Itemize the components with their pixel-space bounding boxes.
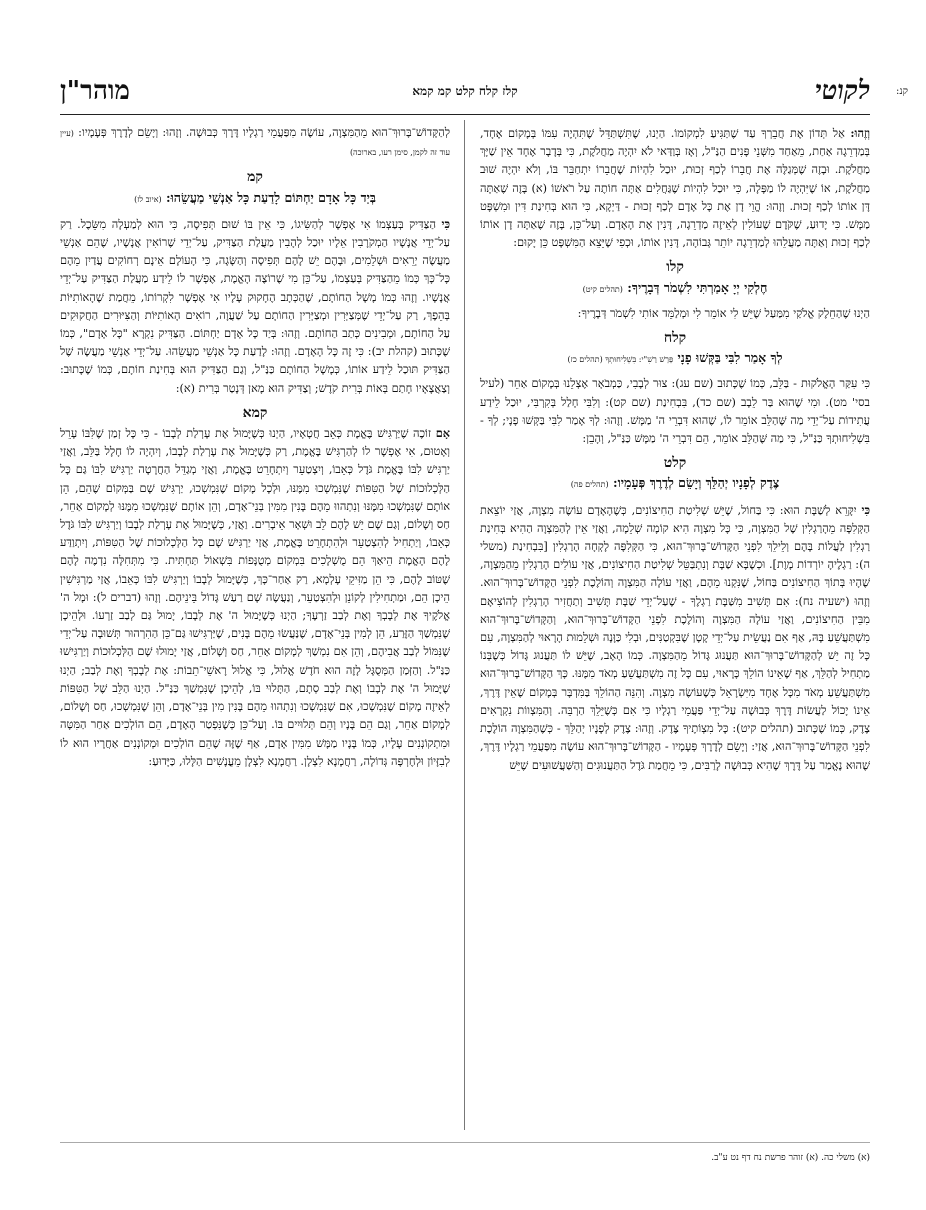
sections-range: קלז קלח קלט קמ קמא: [412, 84, 518, 98]
section-141-text: אָם זוֹכֶה שֶׁיַּרְגִּישׁ בֶּאֱמֶת כְּאֵב חֲטָאָיו, הַיְנוּ כְּשֶׁיָּמוּל אֶת עָרְלַת לְבָבוֹ - כִּי כָּל זְמַן שֶׁלִּבּוֹ עָרֵל וְאָטוּם, אִי אֶפְשָׁר לוֹ לְהַרְגִּישׁ בֶּאֱמֶת, רַק כְּשֶׁיָּמוּל אֶת עָרְלַת לְבָבוֹ, וְיִהְיֶה לוֹ חָלָל בַּלֵּב, וַאֲזַי יַרְגִּישׁ לִבּוֹ בֶּאֱמֶת גֹּדֶל כְּאֵבוֹ, וְיִצְטַעֵר וְיִתְחָרֵט בֶּאֱמֶת, וַאֲזַי מְגַדֵּל הַחֲרָטָה יַרְגִּישׁ לִבּוֹ גַּם כָּל הַלְּכְלוּכוֹת שֶׁל הַטִּפּוֹת שֶׁנִּמְשְׁכוּ מִמֶּנּוּ, וּלְכָל מָקוֹם שֶׁנִּמְשְׁכוּ, יַרְגִּישׁ שָׁם בַּמְּקוֹם שֶׁהֵם, הֵן אוֹתָם שֶׁנִּמְשְׁכוּ מִמֶּנּוּ וְנִתְהווּ מֵהֶם בָּנִין מִמִּין בְּנֵי־אָדָם, וְהֵן אוֹתָם שֶׁנִּמְשְׁכוּ מִמֶּנּוּ לְמָקוֹם אַחֵר, חַס וְשָׁלוֹם, וְגַם שָׁם יֵשׁ לָהֶם לֵב וּשְׁאָר אֵיבָרִים. וַאֲזַי, כְּשֶׁיָּמוּל אֶת עָרְלַת לְבָבוֹ וְיַרְגִּישׁ לִבּוֹ גֹּדֶל כְּאֵבוֹ, וְיַתְחִיל לְהִצְטַעֵר וּלְהִתְחָרֵט בֶּאֱמֶת, אֲזַי יַרְגִּישׁ שָׁם כָּל הַלְּכְלוּכוֹת שֶׁל הַטִּפּוֹת, וְיִתְוַדַּע לָהֶם הָאֱמֶת הֵיאַךְ הֵם מֻשְׁלָכִים בִּמְקוֹם מְטֻנָּפוֹת בִּשְׁאוֹל תַּחְתִּית. כִּי מִתְּחִלָּה נִדְמֶה לָהֶם שֶׁטּוֹב לָהֶם, כִּי הֵן מַזִּיקֵי עָלְמָא, רַק אַחַר־כָּךְ, כְּשֶׁיָּמוּל לְבָבוֹ וְיַרְגִּישׁ לִבּוֹ כְּאֵבוֹ, אֲזַי מַרְגִּישִׁין הֵיכָן הֵם, וּמַתְחִילִין לְקוֹנֵן וּלְהִצְטַעֵר, וְנַעֲשֶׂה שָׁם רַעַשׁ גָּדוֹל בֵּינֵיהֶם. וְזֶהוּ (דברים ל): וּמָל ה' אֱלֹקֶיךָ אֶת לְבָבְךָ וְאֶת לְבַב זַרְעֶךָ; הַיְנוּ כְּשֶׁיָּמוּל ה' אֶת לְבָבוֹ, יָמוּל גַּם לְבַב זַרְעוֹ. וּלְהֵיכָן שֶׁנִּמְשַׁךְ הַזֶּרַע, הֵן לְמִין בְּנֵי־אָדָם, שֶׁנַּעֲשׂוּ מֵהֶם בָּנִים, שֶׁיַּרְגִּישׁוּ גַּם־כֵּן הַהִרְהוּר תְּשׁוּבָה עַל־יְדֵי שֶׁנִּמּוֹל לְבַב אֲבִיהֶם, וְהֵן אִם נִמְשַׁךְ לְמָקוֹם אַחֵר, חַס וְשָׁלוֹם, אֲזַי יָמוּלוּ שָׁם הַלְּכְלוּכוֹת וְיַרְגִּישׁוּ כַּנַּ"ל. וְהַזְּמַן הַמְּסֻגָּל לָזֶה הוּא חֹדֶשׁ אֱלוּל, כִּי אֱלוּל רָאשֵׁי־תֵבוֹת: אֶת לְבָבְךָ וְאֶת לְבַב; הַיְנוּ שֶׁיָּמוּל ה' אֶת לְבָבוֹ וְאֶת לְבַב סְתָם, הַתָּלוּי בּוֹ, לְהֵיכָן שֶׁנִּמְשַׁךְ כַּנַּ"ל. הַיְנוּ הַלֵּב שֶׁל הַטִּפּוֹת לְאֵיזֶה מָקוֹם שֶׁנִּמְשְׁכוּ, אִם שֶׁנִּמְשְׁכוּ וְנִתְהווּ מֵהֶם בָּנִין מִין בְּנֵי־אָדָם, וְהֵן שֶׁנִּמְשְׁכוּ, חַס וְשָׁלוֹם, לְמָקוֹם אַחֵר, וְגַם הֵם בָּנָיו וְהֵם תְּלוּיִים בּוֹ. וְעַל־כֵּן כְּשֶׁנִּפְטַר הָאָדָם, הֵם הוֹלְכִים אַחַר הַמִּטָּה וּמִתְקוֹנְנִים עָלָיו, כְּמוֹ בָּנָיו מַמָּשׁ מִמִּין אָדָם, אַף שֶׁזֶּה שֶׁהֵם הוֹלְכִים וּמְקוֹנְנִים אַחֲרָיו הוּא לוֹ לְבִזָּיוֹן וּלְחֶרְפָּה גְּדוֹלָה, רַחֲמָנָא לִצְלָן. רַחֲמָנָא לִצְלָן מֵעֳנָשִׁים הַלָּלוּ, כַּיָּדוּעַ:: [60, 426, 450, 768]
footnote: (א) משלי כה. (א) זוהר פרשת נח דף נט ע"ב.: [711, 1153, 870, 1163]
right-column: [480, 124, 870, 779]
section-139-title: קלט: [663, 455, 687, 472]
book-title-left: מוהר"ן: [60, 76, 130, 106]
section-137-title: קלו: [666, 259, 684, 276]
section-138-text: כִּי עִקַּר הָאֱלֹקוּת - בַּלֵּב, כְּמוֹ שֶׁכָּתוּב (שם עג): צוּר לְבָבִי, כַּמְבֹאָר אֶצְלֵנוּ בְּמָקוֹם אַחֵר (לעיל בסי' מט). וּמִי שֶׁהוּא בַּר לֵבָב (שם כד), בִּבְחִינַת (שם קט): וְלִבִּי חָלַל בְּקִרְבִּי, יוּכַל לֵידַע עֲתִידוֹת עַל־יְדֵי מַה שֶּׁהַלֵּב אוֹמֵר לוֹ, שֶׁהוּא דִּבְרֵי ה' מַמָּשׁ. וְזֶהוּ: לְךָ אָמַר לִבִּי בַּקְּשׁוּ פָנָי; לְךָ - בִּשְׁלִיחוּתְךָ כַּנַּ"ל, כִּי מַה שֶּׁהַלֵּב אוֹמֵר, הֵם דִּבְרֵי ה' מַמָּשׁ כַּנַּ"ל, וְהָבֵן:: [480, 377, 870, 446]
section-138-verse: לְךָ אָמַר לִבִּי בַּקְּשׁוּ פָנָי פֵּרֵשׁ רַשִׁ"י: בִּשְׁלִיחוּתְךָ (תהלים כז): [567, 350, 783, 366]
header-rule: [60, 114, 870, 115]
column-divider: [464, 120, 465, 1130]
page-number: קנ:: [896, 86, 908, 97]
continuation-paragraph: לְהַקָּדוֹשׁ־בָּרוּךְ־הוּא מֵהַמִּצְוָה, עוֹשֶׂה מִפַּעֲמֵי רַגְלָיו דֶּרֶךְ כְּבוּשָׁה. וְזֶהוּ: וְיָשֵׂם לְדֶרֶךְ פְּעָמָיו: (עיין עוד זה לקמן, סימן רעו, בארוכה): [60, 126, 450, 158]
intro-paragraph: [480, 124, 870, 252]
book-title-right: לקוטי: [814, 76, 870, 106]
section-138-title: קלח: [663, 330, 687, 347]
footnote-rule: [60, 1142, 870, 1143]
intro-lead: וְזֶהוּ:: [850, 126, 870, 140]
page-header: [60, 72, 908, 112]
left-column: [60, 124, 450, 775]
page: [60, 72, 908, 1192]
section-137-text: הַיְנוּ שֶׁהַחֵלֶק אֱלֹקַי מִמַּעַל שֶׁיֵּשׁ לִי אוֹמֵר לִי וּמְלַמֵּד אוֹתִי לִשְׁמֹר דְּבָרֶיךָ:: [577, 306, 870, 320]
section-139-text: כִּי יִקָּרֵא לְשַׁבָּת הוּא: כִּי בַּחוֹל, שֶׁיֵּשׁ שְׁלִיטַת הַחִיצוֹנִים, כְּשֶׁהָאָדָם עוֹשֶׂה מִצְוָה, אֲזַי יוֹצֵאת הַקְּלִפָּה מֵהָרַגְלִין שֶׁל הַמִּצְוָה, כִּי כָּל מִצְוָה הִיא קוֹמָה שְׁלֵמָה, וַאֲזַי אֵין לְהַמִּצְוָה הַהִיא בְּחִינַת רַגְלִין לַעֲלוֹת בָּהֶם וְלֵילֵךְ לִפְנֵי הַקָּדוֹשׁ־בָּרוּךְ־הוּא, כִּי הַקְּלִפָּה לָקְחָה הָרַגְלִין [בִּבְחִינַת (משלי ה): רַגְלֶיהָ יוֹרְדוֹת מָוֶת]. וּכְשֶׁבָּא שַׁבָּת וְנִתְבַּטֵּל שְׁלִיטַת הַחִיצוֹנִים, אֲזַי עוֹלִים הָרַגְלִין מֵהַמִּצְוָה, שֶׁהָיוּ בְּתוֹךְ הַחִיצוֹנִים בַּחוֹל, שֶׁנִּקְנוּ מֵהֶם, וַאֲזַי עוֹלָה הַמִּצְוָה וְהוֹלֶכֶת לִפְנֵי הַקָּדוֹשׁ־בָּרוּךְ־הוּא. וְזֶהוּ (ישעיה נח): אִם תָּשִׁיב מִשַּׁבָּת רַגְלֶךָ - שֶׁעַל־יְדֵי שַׁבָּת תָּשִׁיב וְתַחֲזִיר הָרַגְלִין לְהוֹצִיאָם מִבֵּין הַחִיצוֹנִים, וַאֲזַי עוֹלָה הַמִּצְוָה וְהוֹלֶכֶת לִפְנֵי הַקָּדוֹשׁ־בָּרוּךְ־הוּא, וְהַקָּדוֹשׁ־בָּרוּךְ־הוּא מִשְׁתַּעֲשֵׁעַ בָּהּ, אַף אִם נַעֲשֵׂית עַל־יְדֵי קָטָן שֶׁבִּקְטַנִּים, וּבְלִי כַּוָּנָה וּשְׁלֵמוּת הָרָאוּי לְהַמִּצְוָה, עִם כָּל זֶה יֵשׁ לְהַקָּדוֹשׁ־בָּרוּךְ־הוּא תַּעֲנוּג גָּדוֹל מֵהַמִּצְוָה. כְּמוֹ הָאָב, שֶׁיֵּשׁ לוֹ תַּעֲנוּג גָּדוֹל כְּשֶׁבְּנוֹ מַתְחִיל לְהַלֵּךְ, אַף שֶׁאֵינוֹ הוֹלֵךְ כָּרָאוּי, עִם כָּל זֶה מִשְׁתַּעֲשֵׁעַ מְאֹד מִמֶּנּוּ. כָּךְ הַקָּדוֹשׁ־בָּרוּךְ־הוּא מִשְׁתַּעֲשֵׁעַ מְאֹד מִכָּל אֶחָד מִיִּשְׂרָאֵל כְּשֶׁעוֹשֶׂה מִצְוָה. וְהִנֵּה הַהוֹלֵךְ בַּמִּדְבָּר בְּמָקוֹם שֶׁאֵין דֶּרֶךְ, אֵינוֹ יָכוֹל לַעֲשׂוֹת דֶּרֶךְ כְּבוּשָׁה עַל־יְדֵי פַּעֲמֵי רַגְלָיו כִּי אִם כְּשֶׁיֵּלֵךְ הַרְבֵּה. וְהַמִּצְווֹת נִקְרָאִים צֶדֶק, כְּמוֹ שֶׁכָּתוּב (תהלים קיט): כָּל מִצְוֹתֶיךָ צֶּדֶק. וְזֶהוּ: צֶדֶק לְפָנָיו יְהַלֵּךְ - כְּשֶׁהַמִּצְוָה הוֹלֶכֶת לִפְנֵי הַקָּדוֹשׁ־בָּרוּךְ־הוּא, אֲזַי: וְיָשֵׂם לְדֶרֶךְ פְּעָמָיו - הַקָּדוֹשׁ־בָּרוּךְ־הוּא עוֹשֶׂה מִפַּעֲמֵי רַגְלָיו דֶּרֶךְ, שֶׁהוּא נֶאֱמַר עַל דֶּרֶךְ שֶׁהִיא כְּבוּשָׁה לָרַבִּים, כִּי מֵחֲמַת גֹּדֶל הַתַּעֲנוּגִים וְהַשַּׁעֲשׁוּעִים שֶׁיֵּשׁ: [480, 502, 871, 772]
section-140-verse: בְּיַד כָּל אָדָם יַחְתּוֹם לָדַעַת כָּל אַנְשֵׁי מַעֲשֵׂהוּ: (איוב לז): [134, 189, 376, 205]
section-141-title: קמא: [242, 404, 268, 421]
intro-text: אַל תְּדוֹן אֶת חֲבֵרְךָ עַד שֶׁתַּגִּיעַ לִמְקוֹמוֹ. הַיְנוּ, שֶׁתִּשְׁתַּדֵּל שֶׁתִּהְיֶה עִמּוֹ בְּמָקוֹם אֶחָד, בְּמַדְרֵגָה אַחַת, מֵאַחַד מִשְּׁנֵי פָּנִים הַנַּ"ל, וְאָז בְּוַדַּאי לֹא יִהְיֶה מַחֲלֹקֶת, כִּי בְּדָבָר אֶחָד אֵין שַׁיָּךְ מַחֲלֹקֶת. וּבָזֶה שֶׁמְּגַלֶּה אֶת חֲבֵרוֹ לְכַף זְכוּת, יוּכַל לִהְיוֹת שֶׁחֲבֵרוֹ יִתְחַבֵּר בּוֹ, וְלֹא יִהְיֶה שׁוּב מַחֲלֹקֶת, אוֹ שֶׁיִּהְיֶה לוֹ מַפָּלָה, כִּי יוּכַל לִהְיוֹת שֶׁגַּחֲלִים אַתָּה חוֹתֶה עַל רֹאשׁוֹ (א) בָּזֶה שֶׁאַתָּה דָּן אוֹתוֹ לְכַף זְכוּת. וְזֶהוּ: הֱוֵי דָן אֶת כָּל אָדָם לְכַף זְכוּת - דַּיְקָא, כִּי הוּא בְּחִינַת דִּין וּמִשְׁפָּט מַמָּשׁ. כִּי יָדוּעַ, שֶׁקֹּדֶם שֶׁעוֹלִין לְאֵיזֶה מַדְרֵגָה, דָּנִין אֶת הָאָדָם. וְעַל־כֵּן, בָּזֶה שֶׁאַתָּה דָן אוֹתוֹ לְכַף זְכוּת וְאַתָּה מַעֲלֵהוּ לְמַדְרֵגָה יוֹתֵר גְּבוֹהָה, דָּנִין אוֹתוֹ, וּכְפִי שֶׁיֵּצֵא הַמִּשְׁפָּט כֵּן יָקוּם:: [480, 127, 870, 250]
section-139-verse: צֶדֶק לְפָנָיו יְהַלֵּךְ וְיָשֵׂם לְדֶרֶךְ פְּעָמָיו: (תהלים פה): [570, 475, 780, 491]
section-140-title: קמ: [247, 169, 263, 186]
section-137-verse: חֶלְקִי יְיָ אָמַרְתִּי לִשְׁמֹר דְּבָרֶיךָ: (תהלים קיט): [582, 279, 768, 295]
section-140-text: כִּי הַצַּדִּיק בְּעַצְמוֹ אִי אֶפְשָׁר לְהַשִּׂיגוֹ, כִּי אֵין בּוֹ שׁוּם תְּפִיסָה, כִּי הוּא לְמַעְלָה מִשֵּׂכֶל. רַק עַל־יְדֵי אֲנָשָׁיו הַמְקֹרָבִין אֵלָיו יוּכַל לְהָבִין מַעֲלַת הַצַּדִּיק, עַל־יְדֵי שֶׁרוֹאִין אֲנָשָׁיו, שֶׁהֵם אַנְשֵׁי מַעֲשֶׂה יְרֵאִים וּשְׁלֵמִים, וּבָהֶם יֵשׁ לָהֶם תְּפִיסָה וְהַשָּׂגָה, כִּי הָעוֹלָם אֵינָם רְחוֹקִים עֲדַיִן מֵהֶם כָּל־כָּךְ כְּמוֹ מֵהַצַּדִּיק בְּעַצְמוֹ, עַל־כֵּן מִי שֶׁרוֹצֶה הָאֱמֶת, אֶפְשָׁר לוֹ לֵידַע מַעֲלַת הַצַּדִּיק עַל־יְדֵי אֲנָשָׁיו. וְזֶהוּ כְּמוֹ מָשָׁל הַחוֹתָם, שֶׁהַכְּתָב הֶחָקוּק עָלָיו אִי אֶפְשָׁר לִקְרוֹתוֹ, מֵחֲמַת שֶׁהָאוֹתִיּוֹת בְּהֵפֶךְ, רַק עַל־יְדֵי שֶׁמְּצַיְּרִין וּמְצַיְּרִין הַחוֹתָם עַל שַׁעֲוָה, רוֹאִים הָאוֹתִיּוֹת וְהַצִּיּוּרִים הַחֲקוּקִים עַל הַחוֹתָם, וּמְבִינִים כְּתַב הַחוֹתָם. וְזֶהוּ: בְּיַד כָּל אָדָם יַחְתּוֹם. הַצַּדִּיק נִקְרָא "כָּל אָדָם", כְּמוֹ שֶׁכָּתוּב (קהלת יב): כִּי זֶה כָּל הָאָדָם. וְזֶהוּ: לָדַעַת כָּל אַנְשֵׁי מַעֲשֵׂהוּ. עַל־יְדֵי אַנְשֵׁי מַעֲשֶׂה שֶׁל הַצַּדִּיק תּוּכַל לֵידַע אוֹתוֹ, כְּמָשָׁל הַחוֹתָם כַּנַּ"ל, וְגַם הַצַּדִּיק הוּא בְּחִינַת חוֹתָם, כְּמוֹ שֶׁכָּתוּב: וְצַאֲצָאָיו חָתַם בְּאוֹת בְּרִית קֹדֶשׁ; וְצַדִּיק הוּא מָאן דְּנָטַר בְּרִית (א):: [60, 216, 451, 395]
